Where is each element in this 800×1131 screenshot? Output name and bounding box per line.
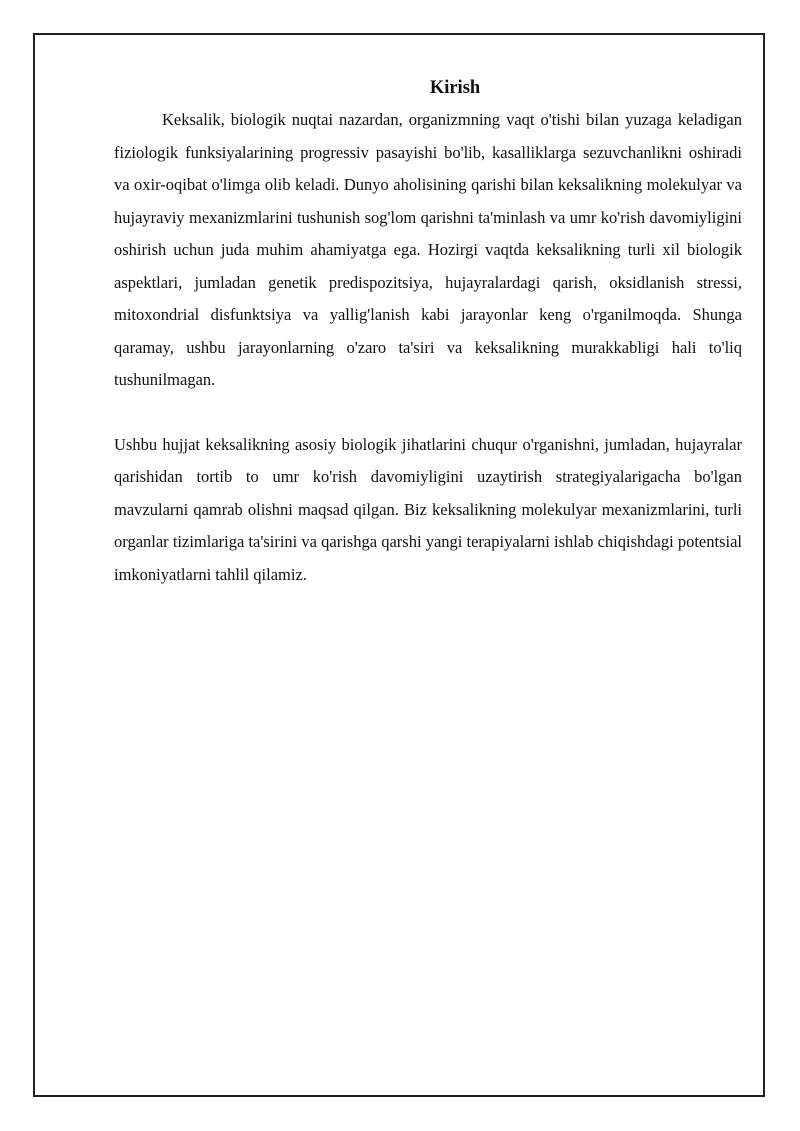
document-body <box>114 72 742 591</box>
intro-paragraph-2: Ushbu hujjat keksalikning asosiy biologik jihatlarini chuqur o'rganishni, jumladan, hujayralar qarishidan tortib to umr ko'rish davomiyligini uzaytirish strategiyalarigacha bo'lgan mavzularni qamrab olishni maqsad qilgan. Biz keksalikning molekulyar mexanizmlarini, turli organlar tizimlariga ta'sirini va qarishga qarshi yangi terapiyalarni ishlab chiqishdagi potentsial imkoniyatlarni tahlil qilamiz. <box>114 434 742 584</box>
intro-paragraph-1: Keksalik, biologik nuqtai nazardan, organizmning vaqt o'tishi bilan yuzaga keladigan fiziologik funksiyalarining progressiv pasayishi bo'lib, kasalliklarga sezuvchanlikni oshiradi va oxir-oqibat o'limga olib keladi. Dunyo aholisining qarishi bilan keksalikning molekulyar va hujayraviy mexanizmlarini tushunish sog'lom qarishni ta'minlash va umr ko'rish davomiyligini oshirish uchun juda muhim ahamiyatga ega. Hozirgi vaqtda keksalikning turli xil biologik aspektlari, jumladan genetik predispozitsiya, hujayralardagi qarish, oksidlanish stressi, mitoxondrial disfunktsiya va yallig'lanish kabi jarayonlar keng o'rganilmoqda. Shunga qaramay, ushbu jarayonlarning o'zaro ta'siri va keksalikning murakkabligi hali to'liq tushunilmagan. <box>114 110 742 389</box>
paragraph-spacer <box>114 397 742 429</box>
document-title: Kirish <box>429 78 481 98</box>
